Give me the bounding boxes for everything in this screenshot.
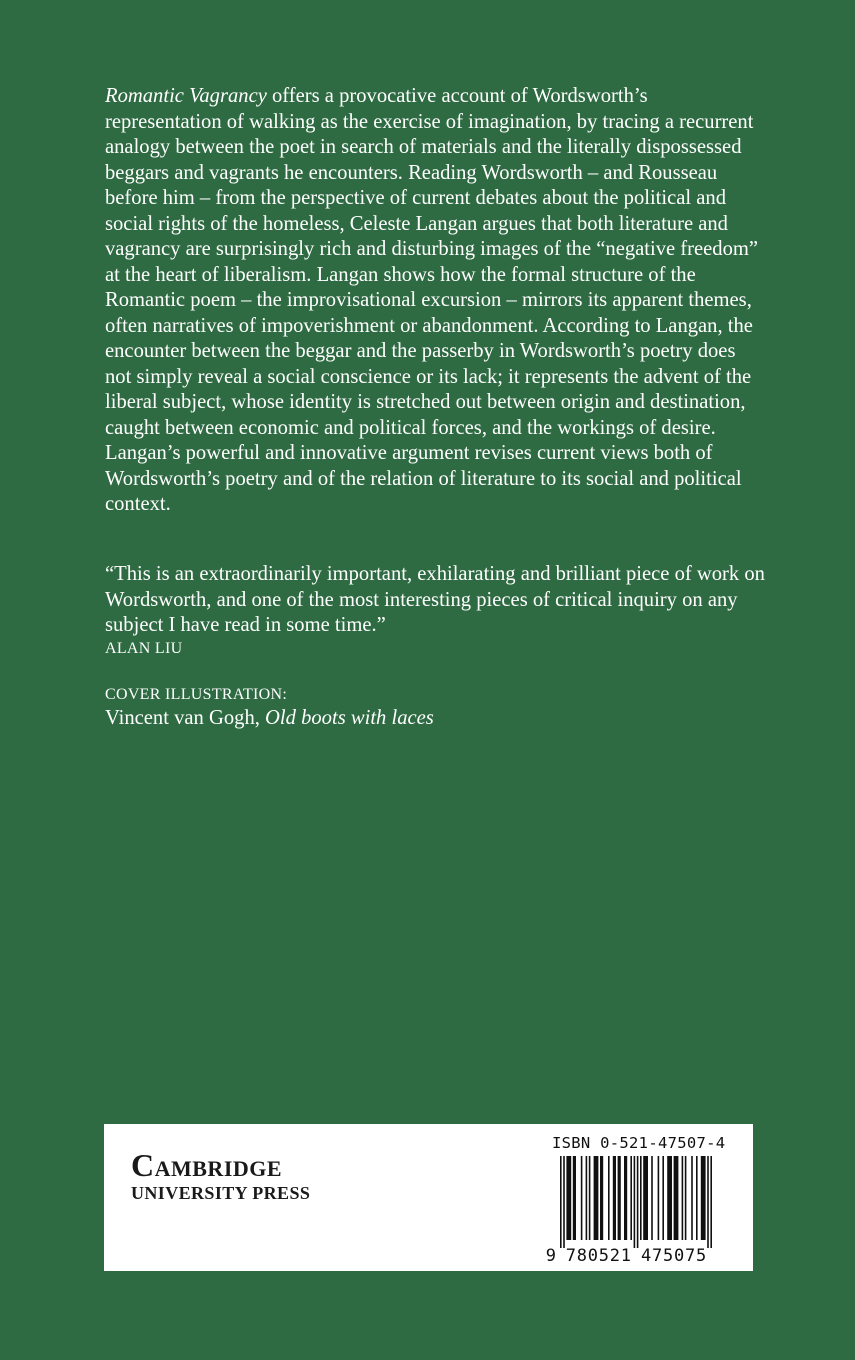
barcode-image (545, 1156, 738, 1266)
barcode-bar (589, 1156, 591, 1240)
publisher-subtitle: UNIVERSITY PRESS (131, 1183, 311, 1203)
publisher-name: Cambridge (131, 1147, 283, 1183)
barcode-bar (608, 1156, 610, 1240)
barcode-bar (573, 1156, 576, 1240)
barcode-bar (618, 1156, 621, 1240)
barcode-bar (667, 1156, 672, 1240)
barcode-bar (624, 1156, 627, 1240)
barcode-bar (658, 1156, 660, 1240)
barcode-bar (696, 1156, 698, 1240)
barcode-bar (691, 1156, 693, 1240)
barcode-digits-right: 475075 (641, 1246, 707, 1266)
barcode-bar (643, 1156, 648, 1240)
publisher-barcode-panel (104, 1124, 753, 1271)
quote-attribution: ALAN LIU (105, 640, 183, 657)
barcode-digits-left: 780521 (565, 1246, 631, 1266)
book-title-italic: Romantic Vagrancy (105, 85, 267, 107)
barcode-bar (563, 1156, 565, 1248)
barcode-bar (613, 1156, 616, 1240)
cover-artwork-title: Old boots with laces (265, 707, 434, 729)
blurb-paragraph (105, 84, 765, 518)
barcode-bar (586, 1156, 588, 1240)
barcode-bar (674, 1156, 679, 1240)
barcode-bar (682, 1156, 684, 1240)
barcode-bar (662, 1156, 664, 1240)
cover-artist: Vincent van Gogh, (105, 707, 266, 729)
barcode-bar (600, 1156, 603, 1240)
publisher-logo (131, 1148, 310, 1204)
barcode-bar (685, 1156, 687, 1240)
isbn-text: ISBN 0-521-47507-4 (552, 1134, 726, 1152)
barcode-bar (651, 1156, 653, 1240)
barcode-bar (581, 1156, 583, 1240)
barcode-bar (560, 1156, 562, 1248)
barcode-bar (594, 1156, 599, 1240)
barcode-bar (634, 1156, 636, 1248)
barcode-bar (701, 1156, 706, 1240)
barcode-bar (640, 1156, 642, 1240)
barcode-bar (566, 1156, 571, 1240)
barcode-bar (710, 1156, 712, 1248)
review-quote: “This is an extraordinarily important, exhilarating and brilliant piece of work on Wordsworth, and one of the most interesting pieces of critical inquiry on any subject I have read in some time.” (105, 563, 765, 636)
barcode-bar (707, 1156, 709, 1248)
barcode-bar (630, 1156, 632, 1240)
cover-illustration-label: COVER ILLUSTRATION: (105, 686, 288, 703)
isbn-barcode (545, 1134, 738, 1266)
barcode-bar (637, 1156, 639, 1248)
barcode-digits: 9 (545, 1246, 556, 1266)
cover-illustration-credit (105, 706, 434, 731)
blurb-text: offers a provocative account of Wordsworth’s representation of walking as the exercise of imagination, by tracing a recurrent analogy between the poet in search of materials and the literally dispossessed beggars and vagrants he encounters. Reading Wordsworth – and Rousseau before him – from the perspective of current debates about the political and social rights of the homeless, Celeste Langan argues that both literature and vagrancy are surprisingly rich and disturbing images of the “negative freedom” at the heart of liberalism. Langan shows how the formal structure of the Romantic poem – the improvisational excursion – mirrors its apparent themes, often narratives of impoverishment or abandonment. According to Langan, the encounter between the beggar and the passerby in Wordsworth’s poetry does not simply reveal a social conscience or its lack; it represents the advent of the liberal subject, whose identity is stretched out between origin and destination, caught between economic and political forces, and the workings of desire. Langan’s powerful and innovative argument revises current views both of Wordsworth’s poetry and of the relation of literature to its social and political context. (105, 85, 759, 515)
